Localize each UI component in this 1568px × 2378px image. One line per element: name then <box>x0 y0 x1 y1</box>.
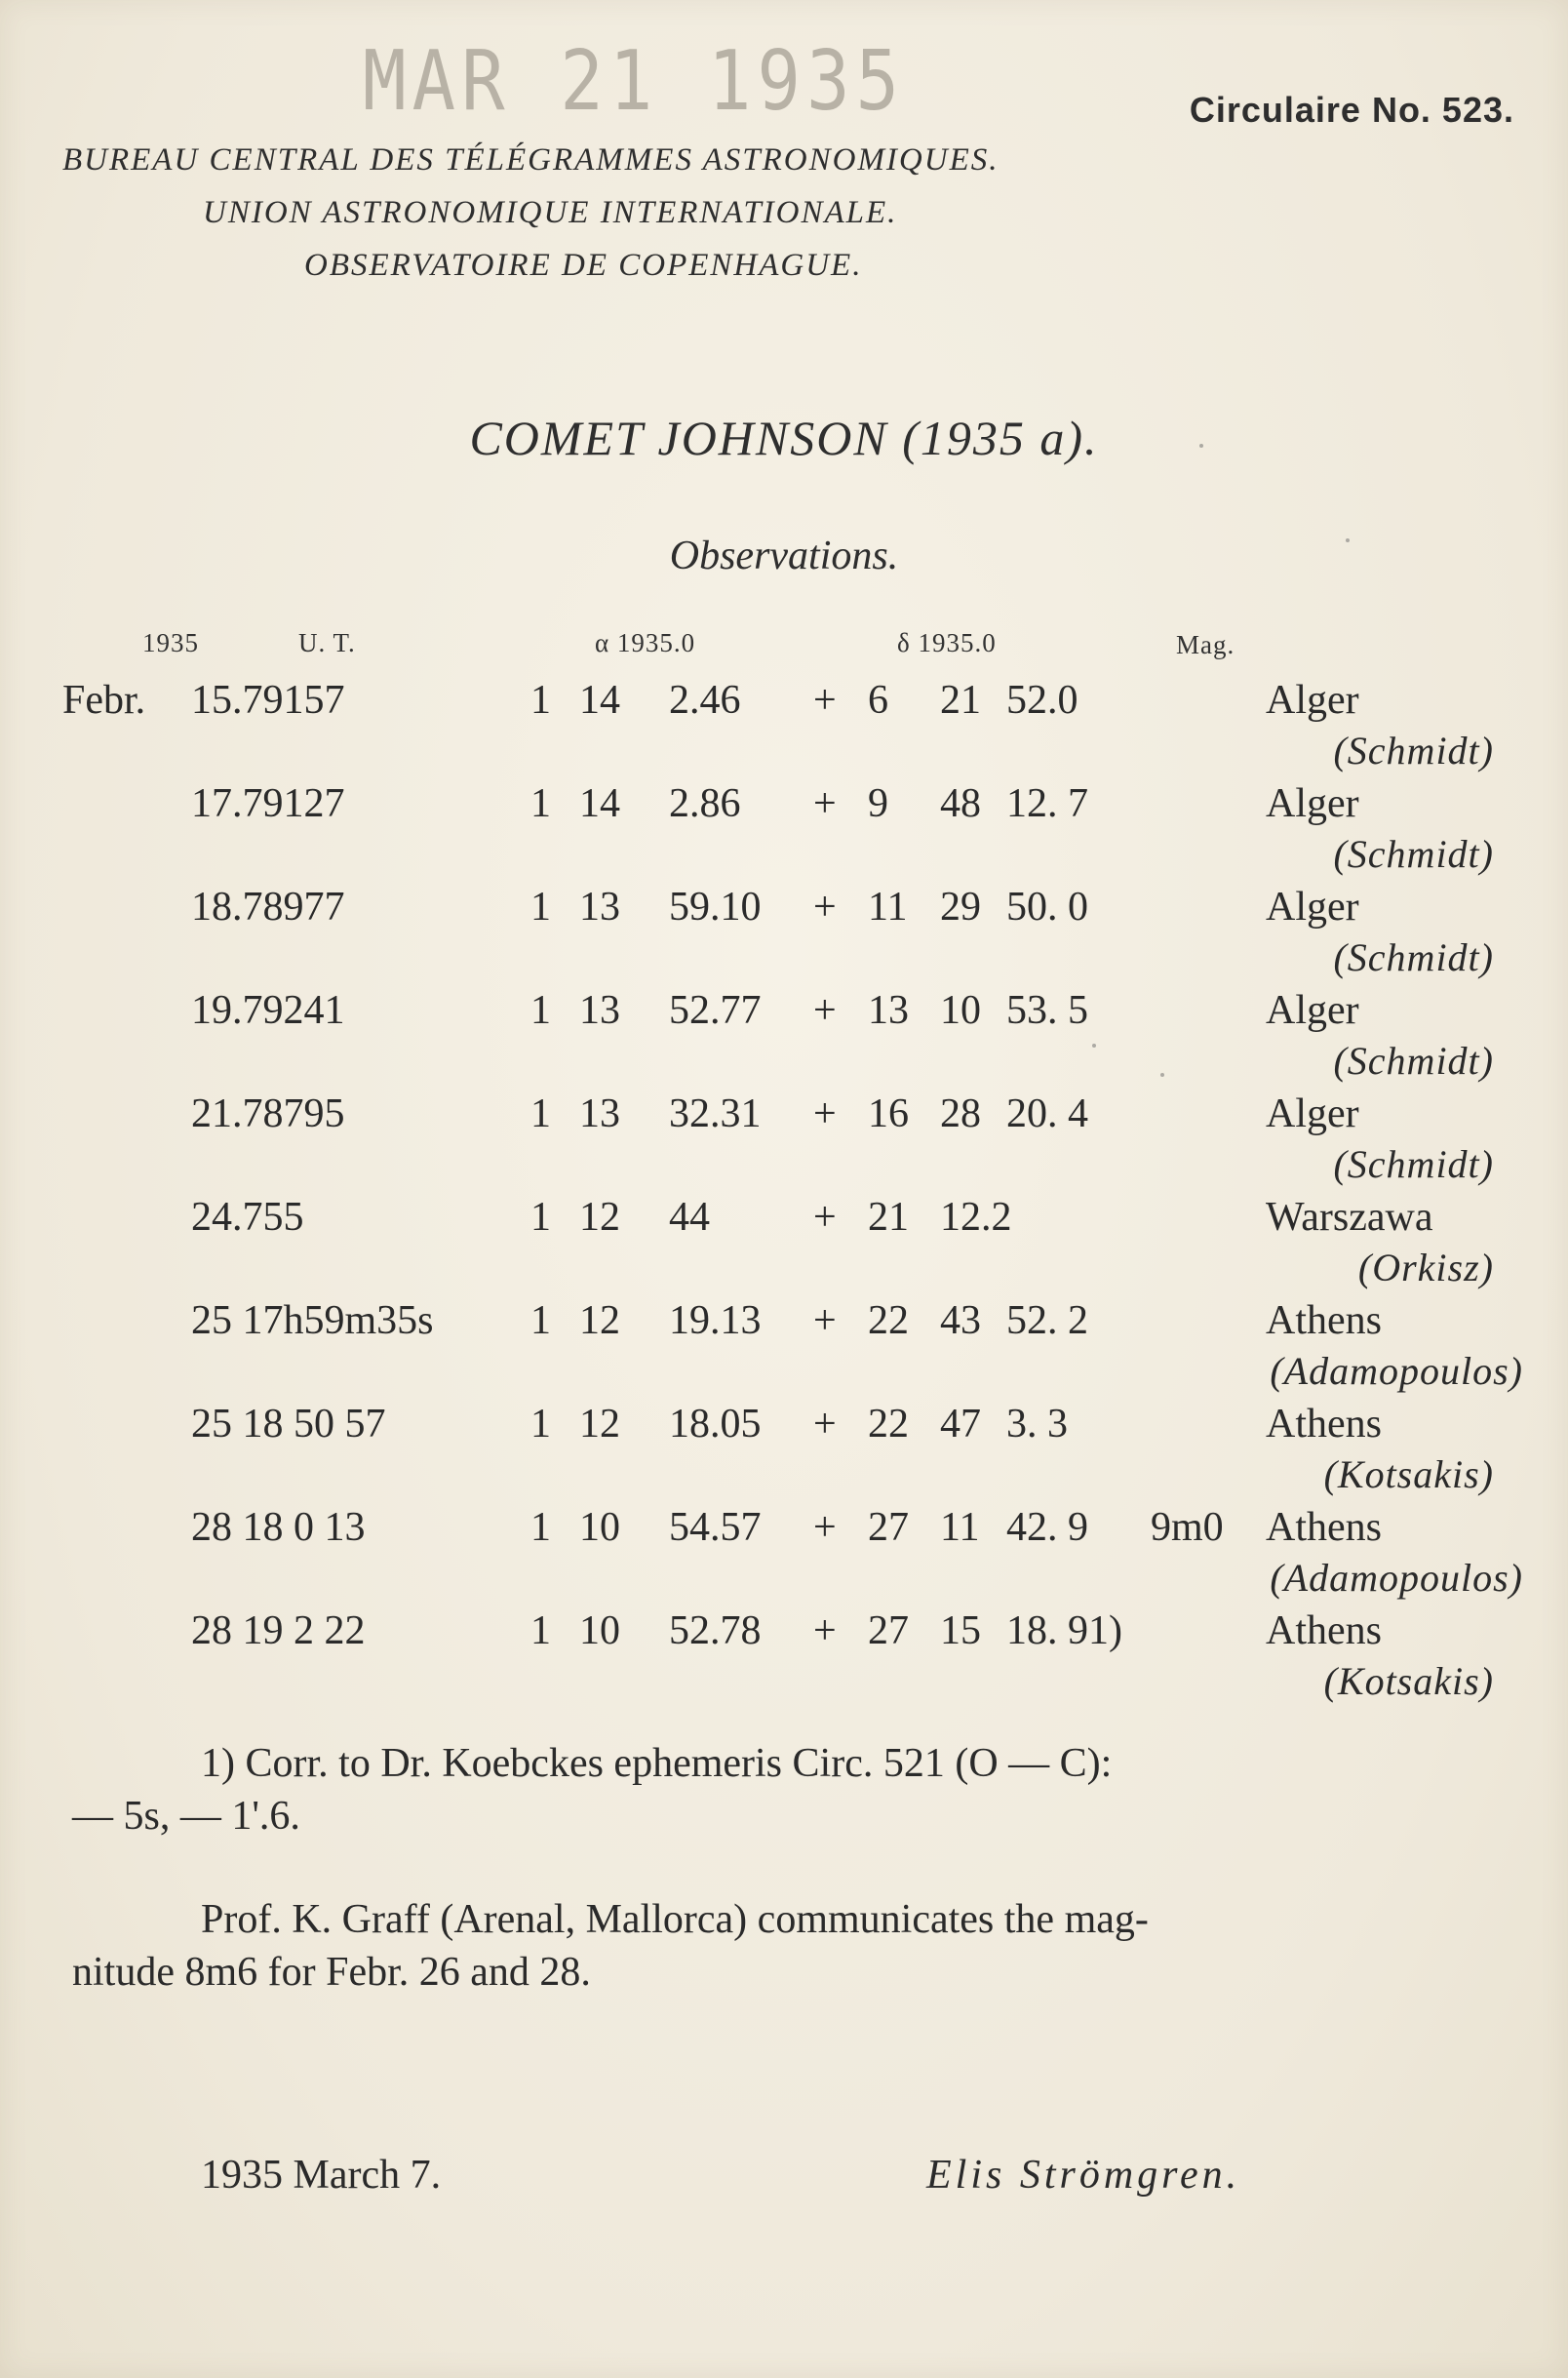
issue-date: 1935 March 7. <box>201 2153 442 2198</box>
obs-observer: (Adamopoulos) <box>1270 1556 1523 1600</box>
obs-dec-sign: + <box>813 678 837 723</box>
header-line-bureau: BUREAU CENTRAL DES TÉLÉGRAMMES ASTRONOMIQUES. <box>62 142 1000 178</box>
paper-speck <box>1199 444 1203 448</box>
obs-ra-seconds: 2.46 <box>669 678 741 723</box>
obs-date: 25 17h59m35s <box>191 1298 434 1343</box>
circular-number: Circulaire No. 523. <box>1189 90 1514 130</box>
obs-place: Alger <box>1266 1091 1359 1136</box>
obs-observer: (Schmidt) <box>1333 832 1494 876</box>
obs-dec-sign: + <box>813 1505 837 1550</box>
obs-place: Alger <box>1266 678 1359 723</box>
obs-dec-minutes: 11 <box>940 1505 980 1550</box>
obs-dec-degrees: 6 <box>868 678 888 723</box>
obs-dec-minutes: 47 <box>940 1402 981 1447</box>
page-title: COMET JOHNSON (1935 a). <box>469 411 1099 465</box>
obs-ra-seconds: 52.78 <box>669 1608 762 1653</box>
obs-ra-hours: 1 <box>530 1195 551 1240</box>
obs-date: 19.79241 <box>191 988 345 1033</box>
obs-ra-hours: 1 <box>530 988 551 1033</box>
received-date-stamp: MAR 21 1935 <box>363 33 906 130</box>
obs-ra-minutes: 10 <box>579 1608 620 1653</box>
footnote-line-2: — 5s, — 1'.6. <box>72 1794 300 1839</box>
obs-dec-degrees: 9 <box>868 781 888 826</box>
obs-place: Alger <box>1266 988 1359 1033</box>
obs-ra-minutes: 13 <box>579 1091 620 1136</box>
footnote-line-1: 1) Corr. to Dr. Koebckes ephemeris Circ. 521 (O — C): <box>201 1741 1113 1786</box>
section-subtitle: Observations. <box>669 534 899 578</box>
obs-observer: (Schmidt) <box>1333 729 1494 773</box>
obs-dec-seconds: 52.0 <box>1006 678 1078 723</box>
obs-observer: (Adamopoulos) <box>1270 1349 1523 1393</box>
header-line-observatory: OBSERVATOIRE DE COPENHAGUE. <box>304 248 863 283</box>
obs-ra-hours: 1 <box>530 781 551 826</box>
obs-dec-seconds: 12. 7 <box>1006 781 1088 826</box>
obs-ra-hours: 1 <box>530 1402 551 1447</box>
obs-dec-sign: + <box>813 1608 837 1653</box>
obs-ra-hours: 1 <box>530 885 551 930</box>
obs-ra-seconds: 44 <box>669 1195 710 1240</box>
obs-dec-degrees: 22 <box>868 1402 909 1447</box>
signature: Elis Strömgren. <box>926 2153 1241 2198</box>
obs-date: 17.79127 <box>191 781 345 826</box>
obs-dec-degrees: 16 <box>868 1091 909 1136</box>
note-line-2: nitude 8m6 for Febr. 26 and 28. <box>72 1950 591 1995</box>
obs-ra-minutes: 14 <box>579 781 620 826</box>
obs-dec-degrees: 22 <box>868 1298 909 1343</box>
obs-dec-sign: + <box>813 1195 837 1240</box>
obs-place: Warszawa <box>1266 1195 1433 1240</box>
obs-dec-degrees: 13 <box>868 988 909 1033</box>
obs-dec-sign: + <box>813 1298 837 1343</box>
obs-dec-minutes: 12.2 <box>940 1195 1012 1240</box>
obs-dec-minutes: 43 <box>940 1298 981 1343</box>
header-line-union: UNION ASTRONOMIQUE INTERNATIONALE. <box>203 195 898 230</box>
obs-dec-sign: + <box>813 1091 837 1136</box>
obs-ra-seconds: 52.77 <box>669 988 762 1033</box>
obs-dec-minutes: 28 <box>940 1091 981 1136</box>
obs-ra-seconds: 19.13 <box>669 1298 762 1343</box>
obs-ra-hours: 1 <box>530 1505 551 1550</box>
column-year: 1935 <box>142 628 199 657</box>
obs-ra-hours: 1 <box>530 1608 551 1653</box>
obs-date: 28 18 0 13 <box>191 1505 366 1550</box>
obs-ra-minutes: 13 <box>579 988 620 1033</box>
obs-dec-degrees: 27 <box>868 1608 909 1653</box>
obs-ra-minutes: 12 <box>579 1195 620 1240</box>
obs-place: Athens <box>1266 1505 1382 1550</box>
obs-magnitude: 9m0 <box>1151 1505 1224 1550</box>
obs-date: 28 19 2 22 <box>191 1608 366 1653</box>
obs-ra-seconds: 54.57 <box>669 1505 762 1550</box>
obs-place: Athens <box>1266 1608 1382 1653</box>
obs-place: Athens <box>1266 1298 1382 1343</box>
column-ra: α 1935.0 <box>595 628 696 657</box>
obs-observer: (Orkisz) <box>1357 1246 1494 1289</box>
column-dec: δ 1935.0 <box>897 628 997 657</box>
paper-speck <box>1160 1073 1164 1077</box>
obs-place: Alger <box>1266 885 1359 930</box>
obs-dec-minutes: 48 <box>940 781 981 826</box>
column-mag: Mag. <box>1176 630 1235 659</box>
obs-dec-degrees: 21 <box>868 1195 909 1240</box>
obs-dec-seconds: 3. 3 <box>1006 1402 1068 1447</box>
obs-dec-seconds: 52. 2 <box>1006 1298 1088 1343</box>
obs-dec-minutes: 29 <box>940 885 981 930</box>
paper-speck <box>1346 538 1350 542</box>
obs-dec-seconds: 53. 5 <box>1006 988 1088 1033</box>
obs-observer: (Kotsakis) <box>1323 1659 1494 1703</box>
obs-dec-sign: + <box>813 885 837 930</box>
obs-ra-seconds: 18.05 <box>669 1402 762 1447</box>
obs-place: Athens <box>1266 1402 1382 1447</box>
obs-dec-seconds: 18. 91) <box>1006 1608 1122 1653</box>
obs-dec-sign: + <box>813 988 837 1033</box>
paper-speck <box>1092 1044 1096 1048</box>
obs-date: 24.755 <box>191 1195 304 1240</box>
obs-observer: (Kotsakis) <box>1323 1452 1494 1496</box>
obs-ra-minutes: 12 <box>579 1402 620 1447</box>
obs-dec-seconds: 50. 0 <box>1006 885 1088 930</box>
obs-month: Febr. <box>62 678 146 723</box>
obs-observer: (Schmidt) <box>1333 935 1494 979</box>
column-ut: U. T. <box>298 628 356 657</box>
obs-dec-minutes: 10 <box>940 988 981 1033</box>
note-line-1: Prof. K. Graff (Arenal, Mallorca) communicates the mag- <box>201 1897 1149 1942</box>
obs-observer: (Schmidt) <box>1333 1142 1494 1186</box>
obs-date: 18.78977 <box>191 885 345 930</box>
obs-ra-minutes: 12 <box>579 1298 620 1343</box>
obs-ra-seconds: 32.31 <box>669 1091 762 1136</box>
obs-ra-minutes: 14 <box>579 678 620 723</box>
obs-ra-minutes: 10 <box>579 1505 620 1550</box>
obs-date: 21.78795 <box>191 1091 345 1136</box>
obs-ra-hours: 1 <box>530 1298 551 1343</box>
obs-dec-degrees: 11 <box>868 885 908 930</box>
obs-ra-seconds: 59.10 <box>669 885 762 930</box>
obs-date: 25 18 50 57 <box>191 1402 386 1447</box>
obs-observer: (Schmidt) <box>1333 1039 1494 1083</box>
obs-place: Alger <box>1266 781 1359 826</box>
obs-dec-sign: + <box>813 781 837 826</box>
obs-dec-sign: + <box>813 1402 837 1447</box>
obs-dec-minutes: 21 <box>940 678 981 723</box>
obs-date: 15.79157 <box>191 678 345 723</box>
obs-ra-minutes: 13 <box>579 885 620 930</box>
obs-dec-degrees: 27 <box>868 1505 909 1550</box>
obs-ra-hours: 1 <box>530 678 551 723</box>
obs-dec-seconds: 42. 9 <box>1006 1505 1088 1550</box>
obs-dec-seconds: 20. 4 <box>1006 1091 1088 1136</box>
obs-ra-hours: 1 <box>530 1091 551 1136</box>
obs-ra-seconds: 2.86 <box>669 781 741 826</box>
obs-dec-minutes: 15 <box>940 1608 981 1653</box>
